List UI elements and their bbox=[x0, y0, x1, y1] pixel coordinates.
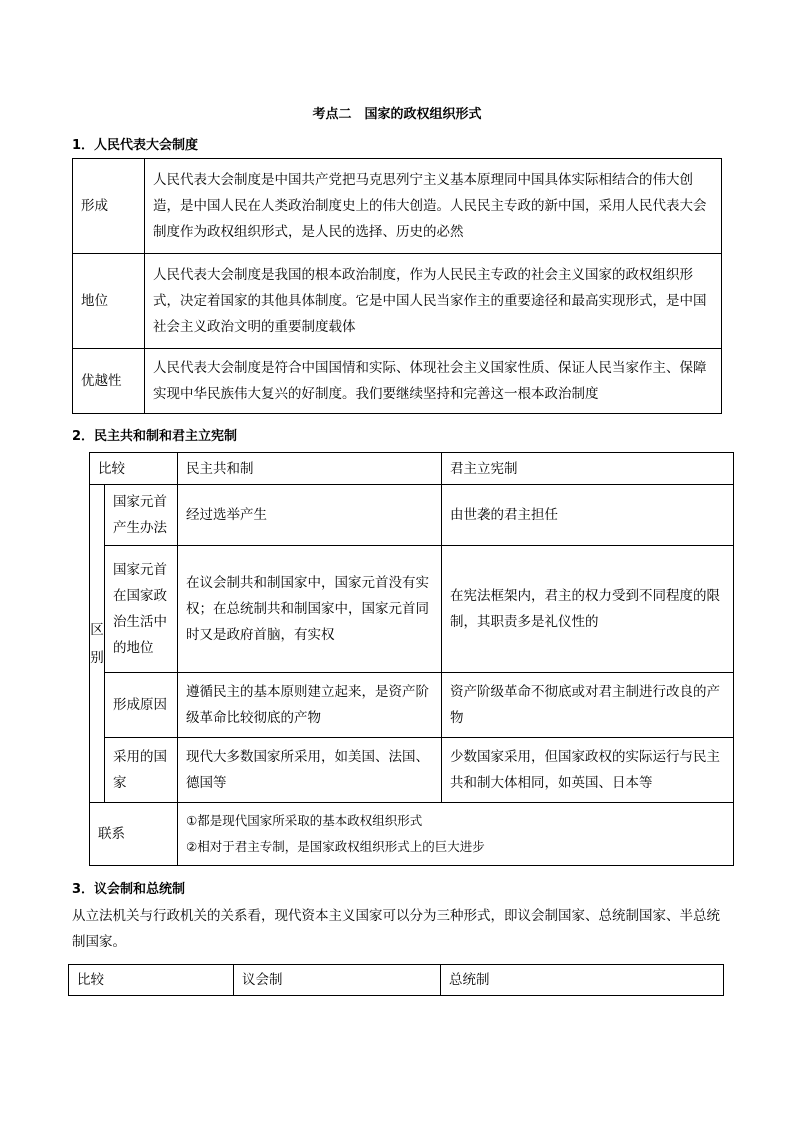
header-parliamentary: 议会制 bbox=[234, 965, 441, 996]
header-compare: 比较 bbox=[90, 453, 178, 485]
connection-line-1: ①都是现代国家所采取的基本政权组织形式 bbox=[186, 813, 423, 828]
section3-paragraph: 从立法机关与行政机关的关系看，现代资本主义国家可以分为三种形式，即议会制国家、总统制国家、半总统制国家。 bbox=[72, 908, 720, 950]
table-header-row bbox=[69, 965, 724, 996]
table-row bbox=[73, 349, 722, 414]
row-text-superiority: 人民代表大会制度是符合中国国情和实际、体现社会主义国家性质、保证人民当家作主、保障实现中华民族伟大复兴的好制度。我们要继续坚持和完善这一根本政治制度 bbox=[145, 349, 722, 414]
differences-label: 区别 bbox=[90, 485, 105, 803]
aspect-head-of-state-role: 国家元首在国家政治生活中的地位 bbox=[105, 546, 178, 673]
table-header-row bbox=[90, 453, 734, 485]
republic-cell: 现代大多数国家所采用，如美国、法国、德国等 bbox=[178, 738, 442, 803]
table-row bbox=[73, 159, 722, 254]
republic-cell: 经过选举产生 bbox=[178, 485, 442, 546]
aspect-head-of-state-selection: 国家元首产生办法 bbox=[105, 485, 178, 546]
republic-cell: 遵循民主的基本原则建立起来，是资产阶级革命比较彻底的产物 bbox=[178, 673, 442, 738]
republic-cell: 在议会制共和制国家中，国家元首没有实权；在总统制共和制国家中，国家元首同时又是政府首脑，有实权 bbox=[178, 546, 442, 673]
row-text-formation: 人民代表大会制度是中国共产党把马克思列宁主义基本原理同中国具体实际相结合的伟大创造，是中国人民在人类政治制度史上的伟大创造。人民民主专政的新中国，采用人民代表大会制度作为政权组织形式，是人民的选择、历史的必然 bbox=[145, 159, 722, 254]
table-row bbox=[90, 546, 734, 673]
header-presidential: 总统制 bbox=[441, 965, 724, 996]
header-republic: 民主共和制 bbox=[178, 453, 442, 485]
section3-heading: 3．议会制和总统制 bbox=[72, 882, 186, 897]
npc-system-table bbox=[72, 158, 722, 414]
row-key-superiority: 优越性 bbox=[73, 349, 145, 414]
monarchy-cell: 由世袭的君主担任 bbox=[442, 485, 734, 546]
header-monarchy: 君主立宪制 bbox=[442, 453, 734, 485]
table-row bbox=[73, 254, 722, 349]
table-row bbox=[90, 738, 734, 803]
row-key-status: 地位 bbox=[73, 254, 145, 349]
connection-line-2: ②相对于君主专制，是国家政权组织形式上的巨大进步 bbox=[186, 839, 485, 854]
aspect-adopting-countries: 采用的国家 bbox=[105, 738, 178, 803]
monarchy-cell: 少数国家采用，但国家政权的实际运行与民主共和制大体相同，如英国、日本等 bbox=[442, 738, 734, 803]
section2-heading: 2．民主共和制和君主立宪制 bbox=[72, 429, 238, 444]
row-key-formation: 形成 bbox=[73, 159, 145, 254]
aspect-origin: 形成原因 bbox=[105, 673, 178, 738]
table-row bbox=[90, 485, 734, 546]
row-text-status: 人民代表大会制度是我国的根本政治制度，作为人民民主专政的社会主义国家的政权组织形式，决定着国家的其他具体制度。它是中国人民当家作主的重要途径和最高实现形式，是中国社会主义政治文明的重要制度载体 bbox=[145, 254, 722, 349]
page-title: 考点二 国家的政权组织形式 bbox=[312, 107, 482, 122]
monarchy-cell: 资产阶级革命不彻底或对君主制进行改良的产物 bbox=[442, 673, 734, 738]
republic-vs-monarchy-table bbox=[89, 452, 734, 866]
table-row bbox=[90, 673, 734, 738]
connection-cell bbox=[178, 803, 734, 866]
parliamentary-vs-presidential-table bbox=[68, 964, 724, 996]
section1-heading: 1．人民代表大会制度 bbox=[72, 138, 199, 153]
monarchy-cell: 在宪法框架内，君主的权力受到不同程度的限制，其职责多是礼仪性的 bbox=[442, 546, 734, 673]
connection-label: 联系 bbox=[90, 803, 178, 866]
header-compare: 比较 bbox=[69, 965, 234, 996]
table-row bbox=[90, 803, 734, 866]
